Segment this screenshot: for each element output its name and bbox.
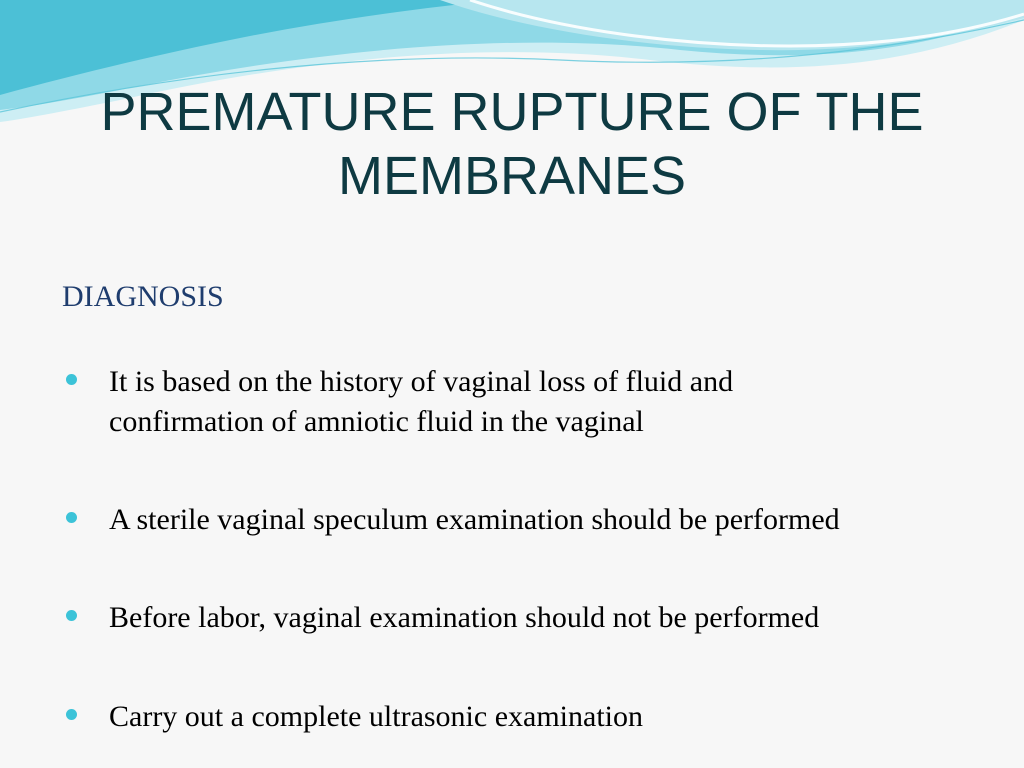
bullet-text — [109, 362, 1014, 442]
bullet-text: Before labor, vaginal examination should not be performed — [109, 601, 820, 634]
title-line-2: MEMBRANES — [337, 146, 687, 206]
bullet-dot-icon — [66, 709, 77, 720]
bullet-text: A sterile vaginal speculum examination should be performed — [109, 503, 840, 536]
bullet-text-line-1: It is based on the history of vaginal loss of fluid and — [109, 365, 734, 398]
bullet-text-line-2: confirmation of amniotic fluid in the vaginal — [109, 405, 644, 438]
slide-title — [60, 80, 964, 208]
bullet-dot-icon — [66, 374, 77, 385]
bullet-dot-icon — [66, 512, 77, 523]
title-line-1: PREMATURE RUPTURE OF THE — [100, 82, 924, 142]
section-subheading: DIAGNOSIS — [62, 280, 224, 313]
bullet-text: Carry out a complete ultrasonic examination — [109, 700, 643, 733]
bullet-dot-icon — [66, 610, 77, 621]
